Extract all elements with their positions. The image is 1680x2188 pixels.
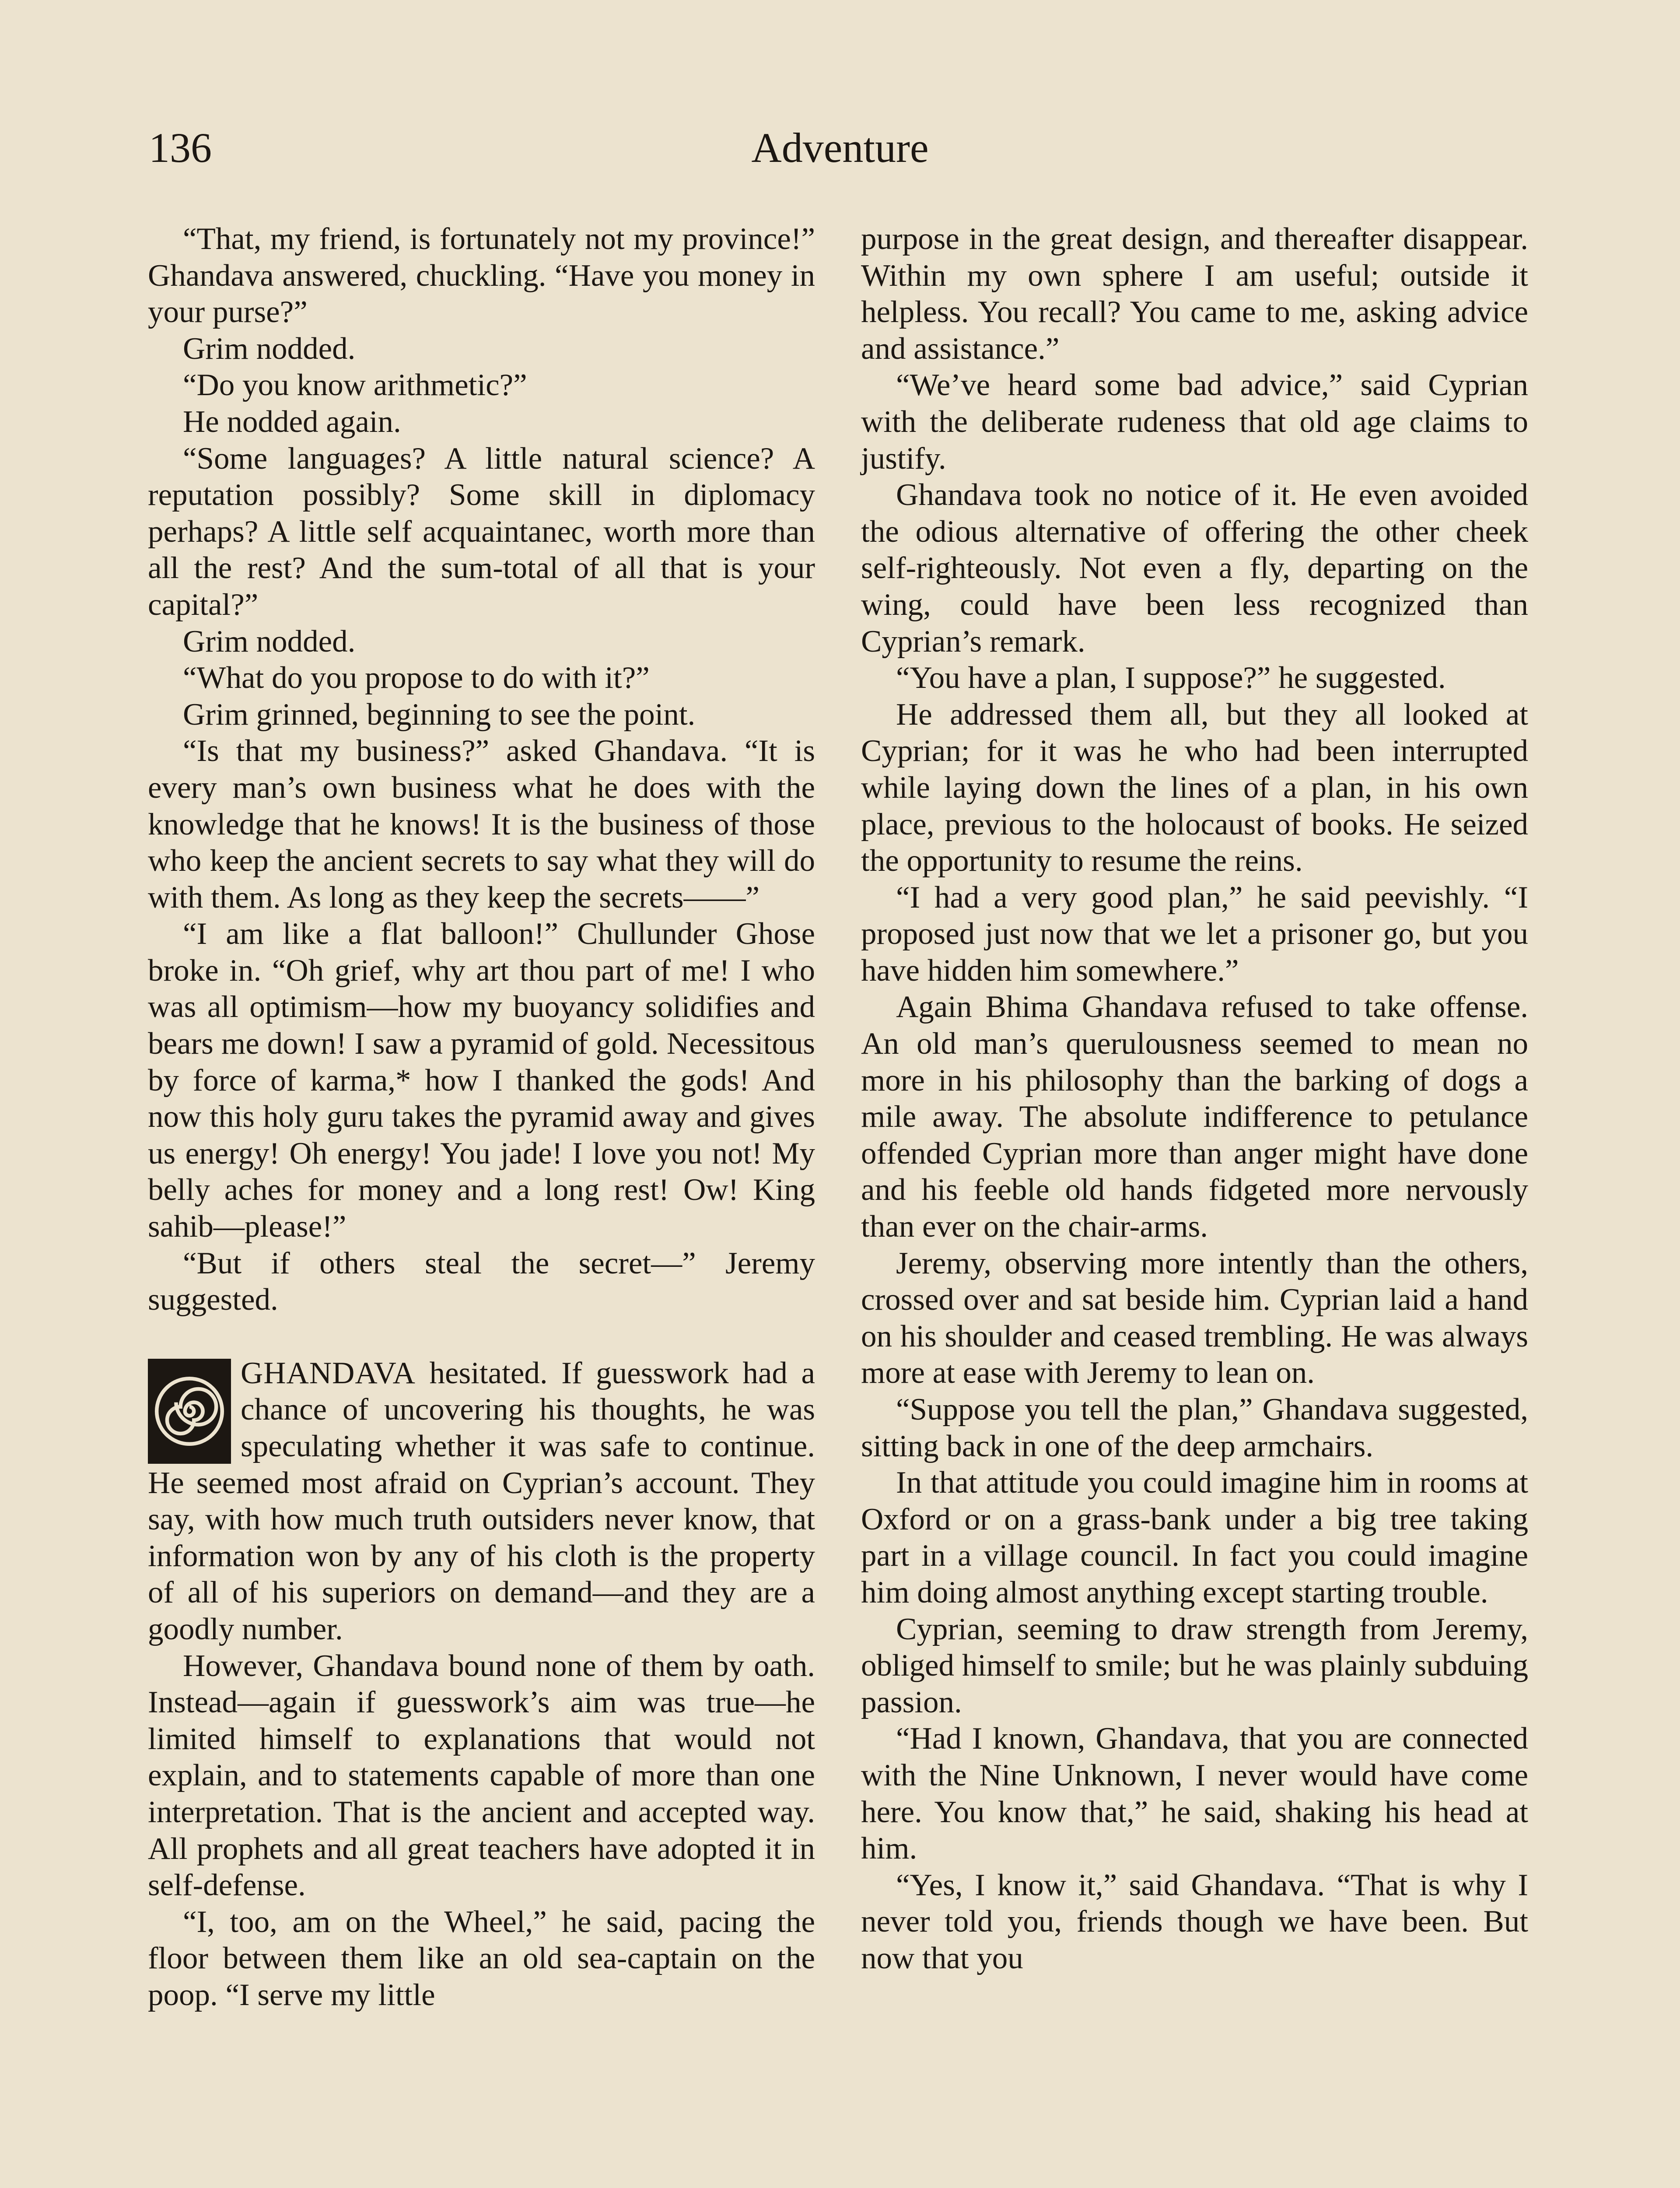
paragraph: “Do you know arithmetic?” — [183, 368, 527, 403]
paragraph: “What do you propose to do with it?” — [183, 661, 650, 695]
paragraph: Again Bhima Ghandava refused to take offense. An old man’s querulousness seemed to mean no more in his philosophy than the barking of dogs a mile away. The absolute indifference to petulance offended Cyprian more than anger might have done and his feeble old hands fidgeted more nervously than ever on the chair-arms. — [861, 990, 1528, 1244]
section-opening — [148, 1355, 815, 1648]
paragraph: purpose in the great design, and thereafter disappear. Within my own sphere I am useful; outside it helpless. You recall? You came to me, asking advice and assistance.” — [861, 222, 1528, 366]
paragraph: “But if others steal the secret—” Jeremy suggested. — [148, 1246, 815, 1317]
paragraph: Cyprian, seeming to draw strength from Jeremy, obliged himself to smile; but he was plainly subduing passion. — [861, 1612, 1528, 1719]
spiral-ornament-icon — [148, 1359, 231, 1464]
right-column — [861, 221, 1528, 1977]
paragraph: “I, too, am on the Wheel,” he said, pacing the floor between them like an old sea-captain on the poop. “I serve my little — [148, 1904, 815, 2012]
paragraph: Grim nodded. — [183, 331, 356, 366]
paragraph: Grim nodded. — [183, 624, 356, 659]
paragraph: Jeremy, observing more intently than the others, crossed over and sat beside him. Cyprian laid a hand on his shoulder and ceased trembling. He was always more at ease with Jeremy to lean on. — [861, 1246, 1528, 1390]
dropcap-text: hesitated. If guesswork had a chance of uncovering his thoughts, he was speculating whether it was safe to continue. He seemed most afraid on Cyprian’s account. They say, with how much truth outsiders never know, that information won by any of his cloth is the property of all of his superiors on demand—and they are a goodly number. — [148, 1356, 815, 1646]
paragraph: “That, my friend, is fortunately not my province!” Ghandava answered, chuckling. “Have you money in your purse?” — [148, 222, 815, 330]
paragraph: Ghandava took no notice of it. He even avoided the odious alternative of offering the other cheek self-righteously. Not even a fly, departing on the wing, could have been less recognized than Cyprian’s remark. — [861, 478, 1528, 659]
paragraph: In that attitude you could imagine him in rooms at Oxford or on a grass-bank under a big tree taking part in a village council. In fact you could imagine him doing almost anything except starting trouble. — [861, 1466, 1528, 1609]
paragraph: “I am like a flat balloon!” Chullunder Ghose broke in. “Oh grief, why art thou part of me! I who was all optimism—how my buoyancy solidifies and bears me down! I saw a pyramid of gold. Necessitous by force of karma,* how I thanked the gods! And now this holy guru takes the pyramid away and gives us energy! Oh energy! You jade! I love you not! My belly aches for money and a long rest! Ow! King sahib—please!” — [148, 917, 815, 1244]
running-head: Adventure — [751, 124, 929, 171]
paragraph: “Some languages? A little natural science? A reputation possibly? Some skill in diplomacy perhaps? A little self acquaintanec, worth more than all the rest? And the sum-total of all that is your capital?” — [148, 441, 815, 622]
page-number: 136 — [149, 124, 212, 171]
paragraph: He addressed them all, but they all looked at Cyprian; for it was he who had been interrupted while laying down the lines of a plan, in his own place, previous to the holocaust of books. He seized the opportunity to resume the reins. — [861, 697, 1528, 878]
paragraph: However, Ghandava bound none of them by oath. Instead—again if guesswork’s aim was true—he limited himself to explanations that would not explain, and to statements capable of more than one interpretation. That is the ancient and accepted way. All prophets and all great teachers have adopted it in self-defense. — [148, 1648, 815, 1903]
paragraph: Grim grinned, beginning to see the point. — [183, 697, 696, 732]
dropcap-lead: GHANDAVA — [241, 1356, 416, 1390]
paragraph: “Is that my business?” asked Ghandava. “It is every man’s own business what he does with the knowledge that he knows! It is the business of those who keep the ancient secrets to say what they will do with them. As long as they keep the secrets——” — [148, 734, 815, 915]
paragraph: “You have a plan, I suppose?” he suggested. — [896, 661, 1446, 695]
paragraph: “We’ve heard some bad advice,” said Cyprian with the deliberate rudeness that old age claims to justify. — [861, 368, 1528, 476]
left-column — [148, 221, 815, 2014]
paragraph: “I had a very good plan,” he said peevishly. “I proposed just now that we let a prisoner go, but you have hidden him somewhere.” — [861, 880, 1528, 988]
paragraph — [148, 1355, 815, 1648]
paragraph: He nodded again. — [183, 404, 401, 439]
paragraph: “Had I known, Ghandava, that you are connected with the Nine Unknown, I never would have come here. You know that,” he said, shaking his head at him. — [861, 1722, 1528, 1866]
paragraph: “Suppose you tell the plan,” Ghandava suggested, sitting back in one of the deep armchairs. — [861, 1392, 1528, 1463]
paragraph: “Yes, I know it,” said Ghandava. “That is why I never told you, friends though we have been. But now that you — [861, 1868, 1528, 1975]
